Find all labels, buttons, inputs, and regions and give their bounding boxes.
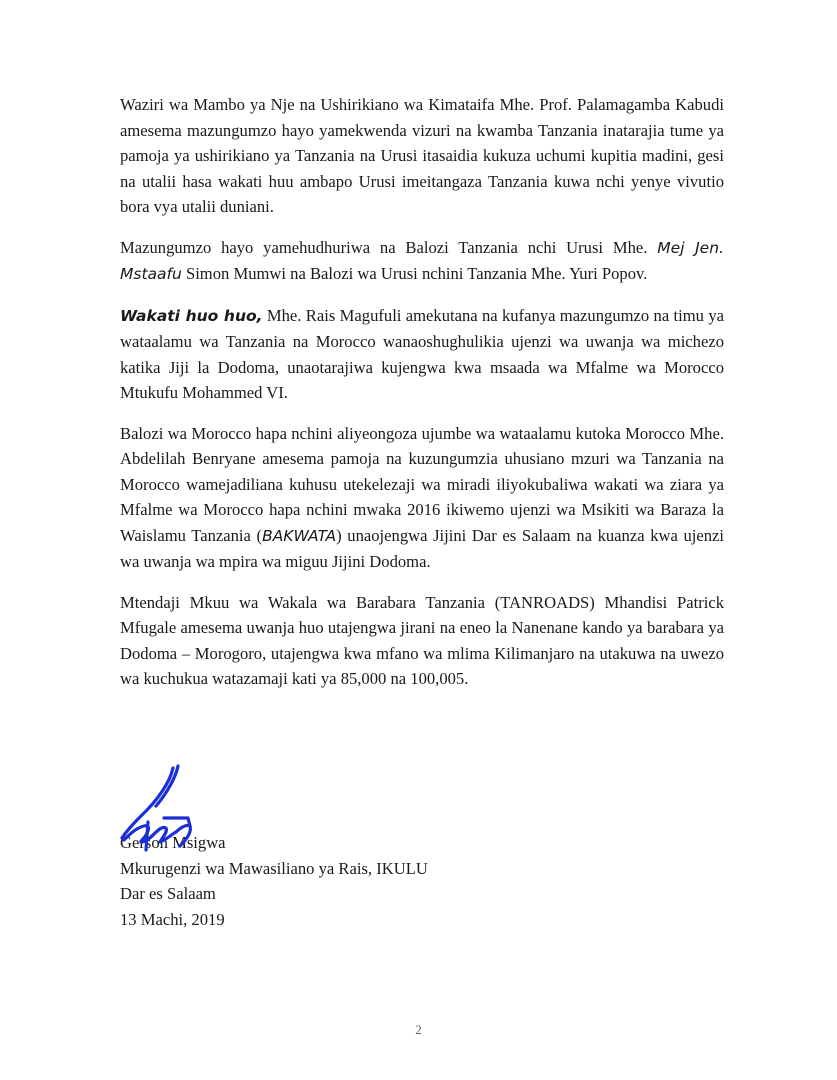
paragraph-2 (120, 235, 724, 288)
signatory-date: 13 Machi, 2019 (120, 909, 225, 929)
paragraph-5 (120, 590, 724, 692)
paragraph-2-italic-title: Mej Jen. Mstaafu (120, 238, 724, 283)
paragraph-3-text: Mhe. Rais Magufuli amekutana na kufanya mazungumzo na timu ya wataalamu wa Tanzania na Morocco wanaoshughulikia ujenzi wa uwanja wa michezo katika Jiji la Dodoma, unaotarajiwa kujengwa kwa msaada wa Mfalme wa Morocco Mtukufu Mohammed VI. (120, 305, 724, 402)
paragraph-1-text: Waziri wa Mambo ya Nje na Ushirikiano wa Kimataifa Mhe. Prof. Palamagamba Kabudi amesema mazungumzo hayo yamekwenda vizuri na kwamba Tanzania inatarajia tume ya pamoja ya ushirikiano ya Tanzania na Urusi itasaidia kukuza uchumi kupitia madini, gesi na utalii hasa wakati huu ambapo Urusi imeitangaza Tanzania kuwa nchi yenye vivutio bora vya utalii duniani. (120, 95, 724, 216)
paragraph-3-lead: Wakati huo huo, (120, 306, 263, 325)
paragraph-2-text-after: Simon Mumwi na Balozi wa Urusi nchini Tanzania Mhe. Yuri Popov. (181, 264, 648, 283)
paragraph-4-text-after: ) unaojengwa Jijini Dar es Salaam na kuanza kwa ujenzi wa uwanja wa mpira wa miguu Jijini Dodoma. (120, 525, 725, 571)
paragraph-4-text-before: Balozi wa Morocco hapa nchini aliyeongoza ujumbe wa wataalamu kutoka Morocco Mhe. Abdelilah Benryane amesema pamoja na kuzungumzia uhusiano mzuri wa Tanzania na Morocco wamejadiliana kuhusu utekelezaji wa miradi iliyokubaliwa wakati wa ziara ya Mfalme wa Morocco hapa nchini mwaka 2016 ikiwemo ujenzi wa Msikiti wa Baraza la Waislamu Tanzania ( (120, 423, 724, 545)
paragraph-4-italic-acronym: BAKWATA (262, 526, 337, 545)
paragraph-2-text-before: Mazungumzo hayo yamehudhuriwa na Balozi Tanzania nchi Urusi Mhe. (120, 237, 658, 257)
signatory-title: Mkurugenzi wa Mawasiliano ya Rais, IKULU (120, 858, 428, 878)
signatory-place: Dar es Salaam (120, 884, 216, 903)
document-body (120, 92, 724, 707)
signatory-name: Gerson Msigwa (120, 833, 226, 852)
paragraph-1 (120, 92, 724, 220)
page-number: 2 (415, 1022, 422, 1037)
paragraph-3 (120, 303, 724, 406)
handwritten-signature (118, 762, 208, 852)
paragraph-5-text: Mtendaji Mkuu wa Wakala wa Barabara Tanzania (TANROADS) Mhandisi Patrick Mfugale amesema uwanja huo utajengwa jirani na eneo la Nanenane kando ya barabara ya Dodoma – Morogoro, utajengwa kwa mfano wa mlima Kilimanjaro na utakuwa na uwezo wa kuchukua watazamaji kati ya 85,000 na 100,005. (120, 592, 724, 688)
paragraph-4 (120, 421, 724, 575)
